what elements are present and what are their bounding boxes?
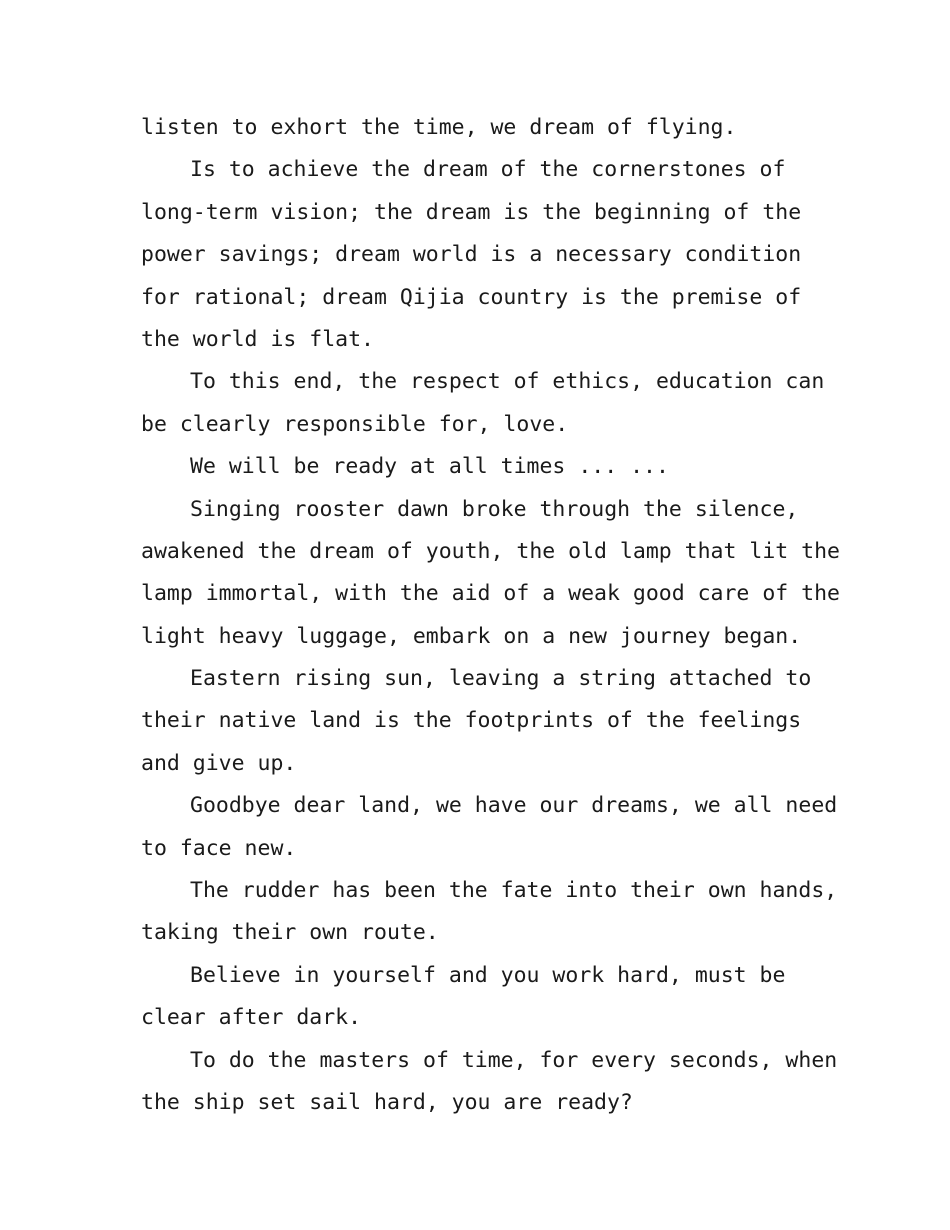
text-line: long-term vision; the dream is the beginning of the xyxy=(141,199,802,225)
paragraph-first-line: Believe in yourself and you work hard, must be xyxy=(190,962,786,988)
paragraph-first-line: To this end, the respect of ethics, education can xyxy=(190,369,825,395)
paragraph-first-line: The rudder has been the fate into their own hands, xyxy=(190,878,838,904)
text-line: for rational; dream Qijia country is the premise of xyxy=(141,284,802,310)
text-line: light heavy luggage, embark on a new journey began. xyxy=(141,623,802,649)
text-line: to face new. xyxy=(141,835,297,861)
paragraph-first-line: Eastern rising sun, leaving a string attached to xyxy=(190,666,812,692)
text-line: the world is flat. xyxy=(141,326,374,352)
paragraph-first-line: To do the masters of time, for every seconds, when xyxy=(190,1047,838,1073)
paragraph-first-line: Singing rooster dawn broke through the silence, xyxy=(190,496,799,522)
document-body xyxy=(141,107,840,1124)
paragraph-first-line: We will be ready at all times ... ... xyxy=(190,454,669,480)
text-line: be clearly responsible for, love. xyxy=(141,411,569,437)
text-line: clear after dark. xyxy=(141,1005,362,1031)
text-line: the ship set sail hard, you are ready? xyxy=(141,1089,633,1115)
text-line: listen to exhort the time, we dream of flying. xyxy=(141,115,737,140)
text-line: and give up. xyxy=(141,750,297,776)
paragraph-first-line: Goodbye dear land, we have our dreams, we all need xyxy=(190,793,838,819)
text-line: lamp immortal, with the aid of a weak good care of the xyxy=(141,581,840,607)
text-line: awakened the dream of youth, the old lamp that lit the xyxy=(141,538,840,564)
text-line: their native land is the footprints of the feelings xyxy=(141,708,802,734)
paragraph-first-line: Is to achieve the dream of the cornerstones of xyxy=(190,157,786,183)
text-line: power savings; dream world is a necessary condition xyxy=(141,242,802,268)
text-line: taking their own route. xyxy=(141,920,439,946)
